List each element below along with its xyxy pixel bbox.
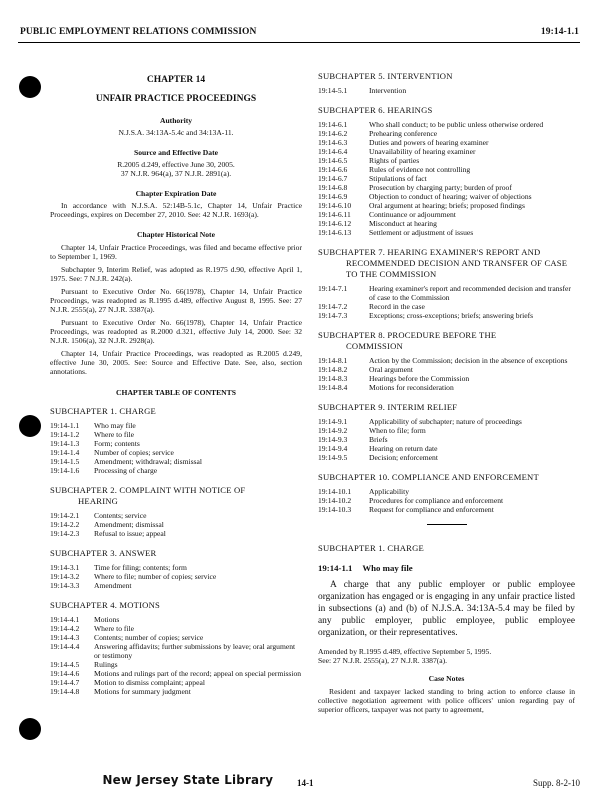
- toc-entry: [50, 624, 302, 633]
- toc-entry: [318, 383, 575, 392]
- toc-subchapter: [318, 472, 575, 514]
- historical-note-paragraph: Subchapter 9, Interim Relief, was adopted as R.1975 d.90, effective April 1, 1975. See: 7 N.J.R. 242(a).: [50, 265, 302, 283]
- toc-entry: [318, 201, 575, 210]
- toc-entry: [318, 129, 575, 138]
- toc-subchapter: [50, 485, 302, 538]
- toc-entry: [318, 426, 575, 435]
- toc-entry-number: 19:14-4.6: [50, 669, 80, 678]
- source-line: 37 N.J.R. 964(a), 37 N.J.R. 2891(a).: [120, 169, 232, 178]
- case-note-text: Resident and taxpayer lacked standing to bring action to enforce clause in collective negotiation agreement with police officers' union regarding pay of superior officers, taxpayer was not party to agreement,: [318, 687, 575, 714]
- toc-entry: [50, 439, 302, 448]
- supplement-date: Supp. 8-2-10: [533, 778, 580, 788]
- toc-entry: [318, 156, 575, 165]
- toc-entry-number: 19:14-7.1: [318, 284, 348, 293]
- toc-entry-title: Action by the Commission; decision in the absence of exceptions: [369, 356, 568, 365]
- toc-entry-number: 19:14-4.4: [50, 642, 80, 651]
- toc-entry-title: Stipulations of fact: [369, 174, 427, 183]
- toc-subchapter-title: SUBCHAPTER 3. ANSWER: [50, 548, 157, 558]
- toc-entry-number: 19:14-2.3: [50, 529, 80, 538]
- toc-entry-number: 19:14-9.3: [318, 435, 348, 444]
- toc-entry-number: 19:14-2.1: [50, 511, 80, 520]
- toc-entry-title: Number of copies; service: [94, 448, 174, 457]
- toc-entry-number: 19:14-1.2: [50, 430, 80, 439]
- toc-entry-title: Where to file: [94, 430, 135, 439]
- section-text: A charge that any public employer or public employee organization has engaged or is engaging in any unfair practice listed in subsections (a) and (b) of N.J.S.A. 34:13A-5.4 may be filed by any public employer, public employee, public employee organization, or their representatives.: [318, 580, 575, 638]
- toc-subchapter-title: SUBCHAPTER 5. INTERVENTION: [318, 71, 453, 81]
- binder-hole: [19, 415, 41, 437]
- toc-entry: [318, 138, 575, 147]
- toc-subchapter-title: SUBCHAPTER 10. COMPLIANCE AND ENFORCEMENT: [318, 472, 539, 482]
- expiration-text: In accordance with N.J.S.A. 52:14B-5.1c, Chapter 14, Unfair Practice Proceedings, expires on December 27, 2010. See: 42 N.J.R. 1693(a).: [50, 201, 302, 219]
- toc-subchapter: [50, 548, 302, 590]
- toc-entry-title: Rules of evidence not controlling: [369, 165, 471, 174]
- toc-entry: [50, 678, 302, 687]
- section-title: Who may file: [362, 563, 413, 573]
- toc-entry-number: 19:14-8.1: [318, 356, 348, 365]
- toc-entry: [318, 487, 575, 496]
- toc-entry: [318, 284, 575, 302]
- toc-entry-number: 19:14-1.3: [50, 439, 80, 448]
- toc-entry-number: 19:14-6.13: [318, 228, 352, 237]
- header-rule: [18, 42, 580, 43]
- toc-entry-title: Exceptions; cross-exceptions; briefs; answering briefs: [369, 311, 534, 320]
- historical-note-paragraph: Pursuant to Executive Order No. 66(1978), Chapter 14, Unfair Practice Proceedings, was readopted as R.1995 d.489, effective August 8, 1995. See: 27 N.J.R. 2555(a), 27 N.J.R. 3387(a).: [50, 287, 302, 314]
- toc-entry-number: 19:14-10.3: [318, 505, 352, 514]
- toc-subchapter-title: SUBCHAPTER 4. MOTIONS: [50, 600, 160, 610]
- toc-entry: [50, 430, 302, 439]
- toc-entry-title: Time for filing; contents; form: [94, 563, 187, 572]
- toc-entry-number: 19:14-4.2: [50, 624, 80, 633]
- table-of-contents: [50, 406, 302, 696]
- toc-entry: [50, 669, 302, 678]
- binder-hole: [19, 76, 41, 98]
- page-number: 14-1: [297, 778, 314, 788]
- toc-entry-title: Objection to conduct of hearing; waiver of objections: [369, 192, 532, 201]
- toc-entry-title: Misconduct at hearing: [369, 219, 437, 228]
- toc-entry: [50, 511, 302, 520]
- toc-entry-title: Contents; number of copies; service: [94, 633, 204, 642]
- toc-entry-number: 19:14-10.2: [318, 496, 352, 505]
- toc-entry-title: Who shall conduct; to be public unless otherwise ordered: [369, 120, 544, 129]
- section-number: 19:14-1.1: [318, 563, 353, 573]
- toc-entry-number: 19:14-8.2: [318, 365, 348, 374]
- toc-entry-number: 19:14-6.4: [318, 147, 348, 156]
- toc-entry-number: 19:14-6.2: [318, 129, 348, 138]
- toc-entry-title: Where to file; number of copies; service: [94, 572, 217, 581]
- toc-entry-number: 19:14-5.1: [318, 86, 348, 95]
- toc-entry-number: 19:14-6.8: [318, 183, 348, 192]
- toc-entry-number: 19:14-4.1: [50, 615, 80, 624]
- toc-entry-number: 19:14-6.9: [318, 192, 348, 201]
- toc-entry-title: Applicability of subchapter; nature of proceedings: [369, 417, 522, 426]
- toc-entry: [50, 642, 302, 660]
- toc-entry: [318, 417, 575, 426]
- toc-subchapter: [50, 600, 302, 696]
- toc-subchapter-title: SUBCHAPTER 6. HEARINGS: [318, 105, 433, 115]
- historical-note-paragraph: Chapter 14, Unfair Practice Proceedings, was filed and became effective prior to September 1, 1969.: [50, 243, 302, 261]
- toc-entry: [318, 435, 575, 444]
- toc-entry-title: Motion to dismiss complaint; appeal: [94, 678, 205, 687]
- running-header-section: 19:14-1.1: [540, 27, 579, 37]
- toc-entry: [50, 421, 302, 430]
- table-of-contents-continued: [318, 71, 575, 514]
- toc-entry-title: Unavailability of hearing examiner: [369, 147, 476, 156]
- toc-entry-number: 19:14-4.8: [50, 687, 80, 696]
- toc-entry-number: 19:14-7.2: [318, 302, 348, 311]
- toc-entry-title: Request for compliance and enforcement: [369, 505, 494, 514]
- toc-entry: [50, 615, 302, 624]
- toc-entry-title: Briefs: [369, 435, 388, 444]
- toc-entry: [50, 563, 302, 572]
- toc-entry-number: 19:14-10.1: [318, 487, 352, 496]
- toc-entry-title: Amendment; dismissal: [94, 520, 164, 529]
- toc-entry-number: 19:14-2.2: [50, 520, 80, 529]
- toc-entry: [50, 448, 302, 457]
- toc-entry: [50, 572, 302, 581]
- toc-entry-number: 19:14-6.1: [318, 120, 348, 129]
- historical-note-paragraph: Chapter 14, Unfair Practice Proceedings, was readopted as R.2005 d.249, effective June 30, 2005. See: Source and Effective Date. See, also, section annotations.: [50, 349, 302, 376]
- toc-entry: [318, 174, 575, 183]
- toc-subchapter: [50, 406, 302, 475]
- toc-entry: [318, 302, 575, 311]
- binder-hole: [19, 718, 41, 740]
- toc-entry-title: Motions and rulings part of the record; appeal on special permission: [94, 669, 302, 678]
- toc-entry: [318, 86, 575, 95]
- toc-entry-title: Form; contents: [94, 439, 140, 448]
- toc-entry-title: Where to file: [94, 624, 135, 633]
- left-column: [50, 74, 302, 696]
- toc-entry-number: 19:14-6.11: [318, 210, 351, 219]
- toc-entry-title: Hearing on return date: [369, 444, 438, 453]
- toc-subchapter-title: SUBCHAPTER 7. HEARING EXAMINER'S REPORT AND: [318, 247, 541, 257]
- toc-entry-title: Refusal to issue; appeal: [94, 529, 166, 538]
- toc-entry-title: Procedures for compliance and enforcement: [369, 496, 504, 505]
- toc-entry-number: 19:14-8.4: [318, 383, 348, 392]
- toc-entry-title: Answering affidavits; further submissions by leave; oral argument or testimony: [94, 642, 296, 660]
- toc-entry: [50, 581, 302, 590]
- toc-entry: [318, 120, 575, 129]
- toc-subchapter-title: SUBCHAPTER 8. PROCEDURE BEFORE THE: [318, 330, 497, 340]
- expiration-heading: Chapter Expiration Date: [135, 189, 217, 198]
- toc-entry-number: 19:14-4.7: [50, 678, 80, 687]
- toc-entry: [318, 356, 575, 365]
- toc-subchapter: [318, 330, 575, 392]
- toc-entry-title: Oral argument: [369, 365, 413, 374]
- toc-entry: [318, 311, 575, 320]
- toc-entry: [318, 453, 575, 462]
- toc-entry-number: 19:14-6.5: [318, 156, 348, 165]
- toc-entry-title: Settlement or adjustment of issues: [369, 228, 474, 237]
- toc-entry: [318, 183, 575, 192]
- toc-entry-number: 19:14-6.6: [318, 165, 348, 174]
- toc-entry: [318, 505, 575, 514]
- toc-subchapter-title-cont: HEARING: [78, 496, 119, 506]
- historical-note-paragraph: Pursuant to Executive Order No. 66(1978), Chapter 14, Unfair Practice Proceedings, was readopted as R.2000 d.321, effective July 14, 2000. See: 32 N.J.R. 1506(a), 32 N.J.R. 2928(a).: [50, 318, 302, 345]
- historical-note-heading: Chapter Historical Note: [137, 230, 215, 239]
- amendment-note: Amended by R.1995 d.489, effective September 5, 1995.: [318, 647, 492, 656]
- toc-entry-title: Record in the case: [369, 302, 425, 311]
- toc-entry-title: Processing of charge: [94, 466, 158, 475]
- toc-entry-title: Intervention: [369, 86, 407, 95]
- toc-subchapter: [318, 71, 575, 95]
- toc-entry: [318, 444, 575, 453]
- toc-entry-number: 19:14-1.5: [50, 457, 80, 466]
- toc-entry-title: Who may file: [94, 421, 136, 430]
- toc-entry-number: 19:14-9.1: [318, 417, 348, 426]
- toc-entry-number: 19:14-6.10: [318, 201, 352, 210]
- toc-entry: [50, 660, 302, 669]
- toc-subchapter-title-cont: RECOMMENDED DECISION AND TRANSFER OF CASE TO THE COMMISSION: [346, 258, 568, 279]
- toc-entry-title: Hearing examiner's report and recommended decision and transfer of case to the Commission: [369, 284, 571, 302]
- library-stamp: New Jersey State Library: [102, 772, 274, 787]
- toc-entry-number: 19:14-3.3: [50, 581, 80, 590]
- amendment-note: See: 27 N.J.R. 2555(a), 27 N.J.R. 3387(a).: [318, 656, 448, 665]
- toc-entry-title: Hearings before the Commission: [369, 374, 470, 383]
- toc-entry: [50, 687, 302, 696]
- toc-entry-title: Motions for reconsideration: [369, 383, 454, 392]
- toc-entry-title: Motions for summary judgment: [94, 687, 191, 696]
- toc-subchapter: [318, 247, 575, 320]
- authority-text: N.J.S.A. 34:13A-5.4c and 34:13A-11.: [118, 128, 234, 137]
- toc-entry: [50, 457, 302, 466]
- source-line: R.2005 d.249, effective June 30, 2005.: [117, 160, 235, 169]
- toc-entry: [50, 633, 302, 642]
- toc-entry-title: Amendment; withdrawal; dismissal: [94, 457, 202, 466]
- toc-subchapter-title: SUBCHAPTER 9. INTERIM RELIEF: [318, 402, 458, 412]
- toc-entry-number: 19:14-1.4: [50, 448, 80, 457]
- toc-entry: [318, 192, 575, 201]
- authority-heading: Authority: [159, 116, 193, 125]
- chapter-number: CHAPTER 14: [146, 75, 206, 85]
- toc-entry: [50, 529, 302, 538]
- toc-entry: [318, 165, 575, 174]
- running-header-title: PUBLIC EMPLOYMENT RELATIONS COMMISSION: [20, 27, 257, 37]
- toc-heading: CHAPTER TABLE OF CONTENTS: [116, 388, 236, 397]
- toc-entry-title: Decision; enforcement: [369, 453, 438, 462]
- toc-entry-number: 19:14-6.7: [318, 174, 348, 183]
- toc-entry: [318, 496, 575, 505]
- toc-entry-title: Rights of parties: [369, 156, 420, 165]
- toc-entry-number: 19:14-8.3: [318, 374, 348, 383]
- toc-subchapter-title-cont: COMMISSION: [346, 341, 403, 351]
- toc-subchapter-title: SUBCHAPTER 2. COMPLAINT WITH NOTICE OF: [50, 485, 246, 495]
- toc-entry: [50, 520, 302, 529]
- toc-entry-number: 19:14-4.5: [50, 660, 80, 669]
- toc-entry-number: 19:14-6.3: [318, 138, 348, 147]
- toc-entry-title: When to file; form: [369, 426, 426, 435]
- toc-entry: [318, 147, 575, 156]
- toc-entry-title: Prosecution by charging party; burden of proof: [369, 183, 512, 192]
- toc-entry-number: 19:14-3.1: [50, 563, 80, 572]
- subchapter-heading: SUBCHAPTER 1. CHARGE: [318, 543, 424, 553]
- toc-entry-number: 19:14-9.2: [318, 426, 348, 435]
- toc-subchapter: [318, 402, 575, 462]
- toc-subchapter: [318, 105, 575, 237]
- toc-entry-number: 19:14-9.5: [318, 453, 348, 462]
- toc-entry-title: Applicability: [369, 487, 410, 496]
- toc-entry-title: Motions: [94, 615, 120, 624]
- right-column: [318, 71, 575, 714]
- source-heading: Source and Effective Date: [133, 148, 218, 157]
- toc-entry: [318, 374, 575, 383]
- section-heading: [318, 564, 575, 573]
- toc-entry: [50, 466, 302, 475]
- toc-entry: [318, 228, 575, 237]
- case-notes-heading: Case Notes: [428, 674, 465, 683]
- toc-entry-title: Continuance or adjournment: [369, 210, 456, 219]
- toc-entry-number: 19:14-7.3: [318, 311, 348, 320]
- toc-entry: [318, 219, 575, 228]
- section-divider: [427, 524, 467, 525]
- toc-entry-number: 19:14-6.12: [318, 219, 352, 228]
- toc-entry-number: 19:14-3.2: [50, 572, 80, 581]
- toc-entry-number: 19:14-9.4: [318, 444, 348, 453]
- toc-entry-title: Oral argument at hearing; briefs; proposed findings: [369, 201, 525, 210]
- toc-entry-title: Duties and powers of hearing examiner: [369, 138, 489, 147]
- toc-entry-title: Prehearing conference: [369, 129, 438, 138]
- toc-entry-number: 19:14-1.6: [50, 466, 80, 475]
- toc-entry-number: 19:14-4.3: [50, 633, 80, 642]
- toc-entry-number: 19:14-1.1: [50, 421, 80, 430]
- toc-entry: [318, 365, 575, 374]
- chapter-title: UNFAIR PRACTICE PROCEEDINGS: [95, 94, 257, 104]
- toc-entry-title: Amendment: [94, 581, 132, 590]
- toc-entry-title: Rulings: [94, 660, 118, 669]
- toc-entry-title: Contents; service: [94, 511, 147, 520]
- toc-entry: [318, 210, 575, 219]
- toc-subchapter-title: SUBCHAPTER 1. CHARGE: [50, 406, 156, 416]
